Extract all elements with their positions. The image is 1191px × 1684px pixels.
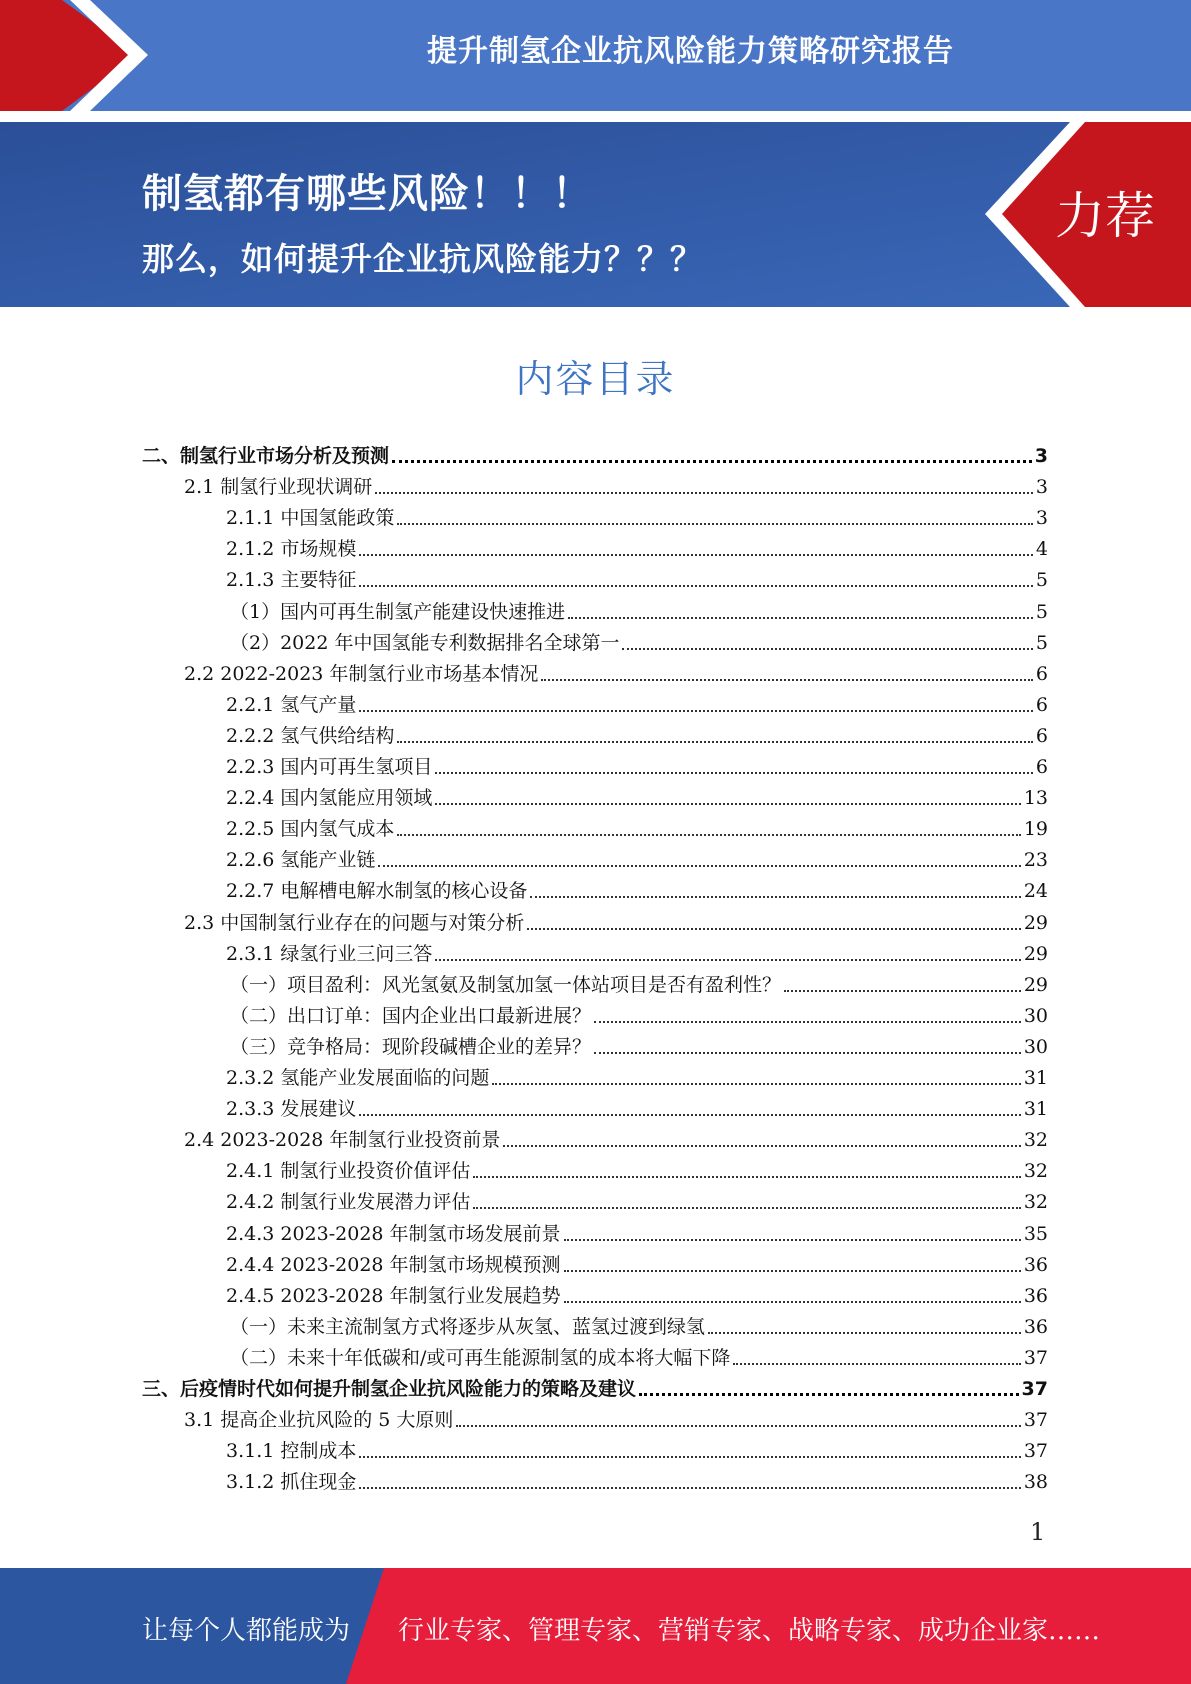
toc-entry-page: 35 xyxy=(1023,1222,1048,1245)
toc-entry[interactable] xyxy=(226,811,1048,842)
toc-entry-page: 32 xyxy=(1023,1160,1048,1183)
toc-entry-page: 6 xyxy=(1035,756,1048,778)
toc-entry-page: 3 xyxy=(1034,445,1048,467)
toc-dot-leader xyxy=(622,648,1032,650)
toc-entry-title: 2.4.1 制氢行业投资价值评估 xyxy=(226,1160,471,1183)
toc-entry[interactable] xyxy=(226,1433,1048,1464)
hero-subheadline: 那么，如何提升企业抗风险能力？？？ xyxy=(142,240,704,278)
toc-entry-title: （一）未来主流制氢方式将逐步从灰氢、蓝氢过渡到绿氢 xyxy=(230,1315,706,1338)
toc-entry[interactable] xyxy=(226,749,1048,780)
toc-entry[interactable] xyxy=(230,594,1048,625)
toc-entry-page: 19 xyxy=(1023,818,1048,841)
toc-dot-leader xyxy=(392,460,1032,463)
toc-entry[interactable] xyxy=(226,1153,1048,1184)
toc-dot-leader xyxy=(564,1239,1021,1241)
footer-banner xyxy=(0,1568,1191,1684)
toc-entry-title: 2.2 2022-2023 年制氢行业市场基本情况 xyxy=(184,662,539,685)
toc-entry[interactable] xyxy=(226,1247,1048,1278)
toc-entry[interactable] xyxy=(230,625,1048,656)
red-arrow-decoration xyxy=(0,0,160,111)
toc-entry-title: （一）项目盈利：风光氢氨及制氢加氢一体站项目是否有盈利性？ xyxy=(230,973,782,996)
toc-dot-leader xyxy=(708,1332,1021,1334)
toc-entry-title: 2.4.3 2023-2028 年制氢市场发展前景 xyxy=(226,1222,561,1245)
toc-entry-title: 2.4.2 制氢行业发展潜力评估 xyxy=(226,1191,471,1214)
toc-entry[interactable] xyxy=(184,905,1048,936)
toc-entry-page: 32 xyxy=(1023,1129,1048,1152)
toc-entry-title: （1）国内可再生制氢产能建设快速推进 xyxy=(230,600,566,623)
toc-dot-leader xyxy=(456,1425,1020,1427)
footer-slogan-right: 行业专家、管理专家、营销专家、战略专家、成功企业家…… xyxy=(398,1616,1101,1646)
toc-entry-page: 6 xyxy=(1035,724,1048,747)
toc-entry-title: 2.1.1 中国氢能政策 xyxy=(226,507,395,530)
toc-entry[interactable] xyxy=(226,500,1048,531)
toc-entry[interactable] xyxy=(226,1184,1048,1215)
toc-dot-leader xyxy=(564,1301,1021,1303)
toc-entry-title: 2.3 中国制氢行业存在的问题与对策分析 xyxy=(184,911,525,934)
toc-entry[interactable] xyxy=(226,936,1048,967)
toc-entry-page: 5 xyxy=(1035,569,1048,592)
toc-entry-page: 4 xyxy=(1035,538,1048,561)
toc-dot-leader xyxy=(375,492,1033,494)
toc-dot-leader xyxy=(527,928,1021,930)
toc-entry[interactable] xyxy=(226,1091,1048,1122)
toc-entry[interactable] xyxy=(230,1309,1048,1340)
toc-entry[interactable] xyxy=(184,1402,1048,1433)
toc-entry[interactable] xyxy=(226,873,1048,904)
toc-dot-leader xyxy=(359,1487,1020,1489)
toc-entry-title: 2.2.1 氢气产量 xyxy=(226,693,357,716)
toc-entry-title: 2.4 2023-2028 年制氢行业投资前景 xyxy=(184,1129,501,1152)
toc-entry-title: 2.1.3 主要特征 xyxy=(226,569,357,592)
toc-dot-leader xyxy=(359,554,1033,556)
toc-dot-leader xyxy=(435,959,1020,961)
toc-entry-page: 5 xyxy=(1035,631,1048,654)
toc-entry-title: 2.3.3 发展建议 xyxy=(226,1098,357,1121)
report-title-bar xyxy=(0,0,1191,111)
toc-dot-leader xyxy=(639,1393,1019,1396)
toc-entry[interactable] xyxy=(230,998,1048,1029)
toc-entry-page: 36 xyxy=(1023,1315,1048,1338)
toc-entry-title: 2.3.1 绿氢行业三问三答 xyxy=(226,942,433,965)
toc-entry[interactable] xyxy=(142,1371,1048,1402)
toc-entry-title: 2.1.2 市场规模 xyxy=(226,538,357,561)
toc-entry[interactable] xyxy=(142,438,1048,469)
toc-dot-leader xyxy=(359,585,1033,587)
toc-entry-title: 3.1.2 抓住现金 xyxy=(226,1471,357,1494)
toc-entry[interactable] xyxy=(226,842,1048,873)
toc-dot-leader xyxy=(359,710,1033,712)
hero-banner xyxy=(0,122,1191,307)
toc-entry-title: 3.1 提高企业抗风险的 5 大原则 xyxy=(184,1409,454,1432)
toc-entry-title: 2.2.6 氢能产业链 xyxy=(226,849,376,872)
toc-entry-page: 36 xyxy=(1023,1253,1048,1276)
hero-headline: 制氢都有哪些风险！！！ xyxy=(142,171,593,217)
toc-entry-page: 13 xyxy=(1023,787,1048,810)
toc-entry-page: 29 xyxy=(1023,942,1048,965)
toc-entry[interactable] xyxy=(226,687,1048,718)
toc-dot-leader xyxy=(568,617,1033,619)
toc-entry-title: 2.2.2 氢气供给结构 xyxy=(226,724,395,747)
toc-entry[interactable] xyxy=(184,469,1048,500)
page-number: 1 xyxy=(1030,1518,1046,1546)
toc-entry-page: 37 xyxy=(1021,1378,1048,1400)
toc-entry-page: 24 xyxy=(1023,880,1048,903)
report-title: 提升制氢企业抗风险能力策略研究报告 xyxy=(427,34,954,69)
toc-entry[interactable] xyxy=(226,1216,1048,1247)
toc-entry-page: 31 xyxy=(1023,1098,1048,1121)
toc-dot-leader xyxy=(359,1456,1020,1458)
toc-entry-title: 2.4.4 2023-2028 年制氢市场规模预测 xyxy=(226,1253,561,1276)
toc-entry[interactable] xyxy=(230,1029,1048,1060)
toc-entry-page: 30 xyxy=(1023,1035,1048,1058)
toc-entry-page: 32 xyxy=(1023,1191,1048,1214)
toc-dot-leader xyxy=(594,1021,1021,1023)
toc-dot-leader xyxy=(530,896,1020,898)
toc-entry[interactable] xyxy=(230,967,1048,998)
toc-entry-title: （三）竞争格局：现阶段碱槽企业的差异？ xyxy=(230,1035,592,1058)
toc-dot-leader xyxy=(564,1270,1021,1272)
toc-dot-leader xyxy=(492,1083,1020,1085)
toc-dot-leader xyxy=(473,1176,1020,1178)
toc-entry[interactable] xyxy=(226,531,1048,562)
footer-slogan-left: 让每个人都能成为 xyxy=(142,1616,351,1646)
toc-dot-leader xyxy=(594,1052,1021,1054)
toc-entry-title: 2.1 制氢行业现状调研 xyxy=(184,476,373,499)
toc-entry-page: 36 xyxy=(1023,1284,1048,1307)
toc-entry-title: 2.2.3 国内可再生氢项目 xyxy=(226,756,433,778)
toc-entry-page: 29 xyxy=(1023,973,1048,996)
toc-entry-title: （二）未来十年低碳和/或可再生能源制氢的成本将大幅下降 xyxy=(230,1346,731,1369)
recommend-tag: 力荐 xyxy=(1055,187,1155,245)
toc-entry-title: （2）2022 年中国氢能专利数据排名全球第一 xyxy=(230,631,620,654)
toc-dot-leader xyxy=(397,741,1033,743)
toc-dot-leader xyxy=(473,1207,1020,1209)
toc-entry-page: 38 xyxy=(1023,1471,1048,1494)
toc-dot-leader xyxy=(503,1145,1020,1147)
toc-dot-leader xyxy=(435,803,1020,805)
toc-entry-page: 37 xyxy=(1023,1440,1048,1463)
toc-entry-page: 37 xyxy=(1023,1409,1048,1432)
toc-entry-title: 三、后疫情时代如何提升制氢企业抗风险能力的策略及建议 xyxy=(142,1378,637,1400)
toc-entry[interactable] xyxy=(226,562,1048,593)
toc-entry-title: 2.3.2 氢能产业发展面临的问题 xyxy=(226,1067,490,1089)
toc-entry-title: （二）出口订单：国内企业出口最新进展？ xyxy=(230,1004,592,1027)
toc-entry-page: 31 xyxy=(1023,1067,1048,1089)
toc-entry-page: 23 xyxy=(1023,849,1048,872)
toc-entry-title: 3.1.1 控制成本 xyxy=(226,1440,357,1463)
toc-entry[interactable] xyxy=(230,1340,1048,1371)
toc-entry-page: 3 xyxy=(1035,476,1048,499)
toc-entry-title: 2.2.7 电解槽电解水制氢的核心设备 xyxy=(226,880,528,903)
toc-entry-page: 30 xyxy=(1023,1004,1048,1027)
toc-entry-title: 2.4.5 2023-2028 年制氢行业发展趋势 xyxy=(226,1284,561,1307)
toc-dot-leader xyxy=(397,834,1020,836)
toc-dot-leader xyxy=(784,990,1021,992)
toc-heading: 内容目录 xyxy=(515,357,676,401)
toc-entry-title: 2.2.5 国内氢气成本 xyxy=(226,818,395,841)
toc-entry-page: 6 xyxy=(1035,662,1048,685)
toc-dot-leader xyxy=(397,523,1033,525)
toc-entry[interactable] xyxy=(226,1278,1048,1309)
toc-entry-page: 5 xyxy=(1035,600,1048,623)
toc-entry[interactable] xyxy=(184,1122,1048,1153)
toc-entry[interactable] xyxy=(184,656,1048,687)
toc-entry[interactable] xyxy=(226,780,1048,811)
toc-dot-leader xyxy=(359,1114,1020,1116)
toc-entry[interactable] xyxy=(226,1464,1048,1495)
toc-dot-leader xyxy=(733,1363,1020,1365)
toc-dot-leader xyxy=(435,772,1033,774)
toc-entry-page: 37 xyxy=(1023,1346,1048,1369)
toc-entry-page: 3 xyxy=(1035,507,1048,530)
toc-entry[interactable] xyxy=(226,718,1048,749)
toc-entry-page: 6 xyxy=(1035,693,1048,716)
toc-entry-title: 2.2.4 国内氢能应用领域 xyxy=(226,787,433,810)
toc-entry[interactable] xyxy=(226,1060,1048,1091)
toc-entry-title: 二、制氢行业市场分析及预测 xyxy=(142,445,390,467)
toc-dot-leader xyxy=(541,679,1032,681)
toc-dot-leader xyxy=(378,865,1020,867)
toc-entry-page: 29 xyxy=(1023,911,1048,934)
